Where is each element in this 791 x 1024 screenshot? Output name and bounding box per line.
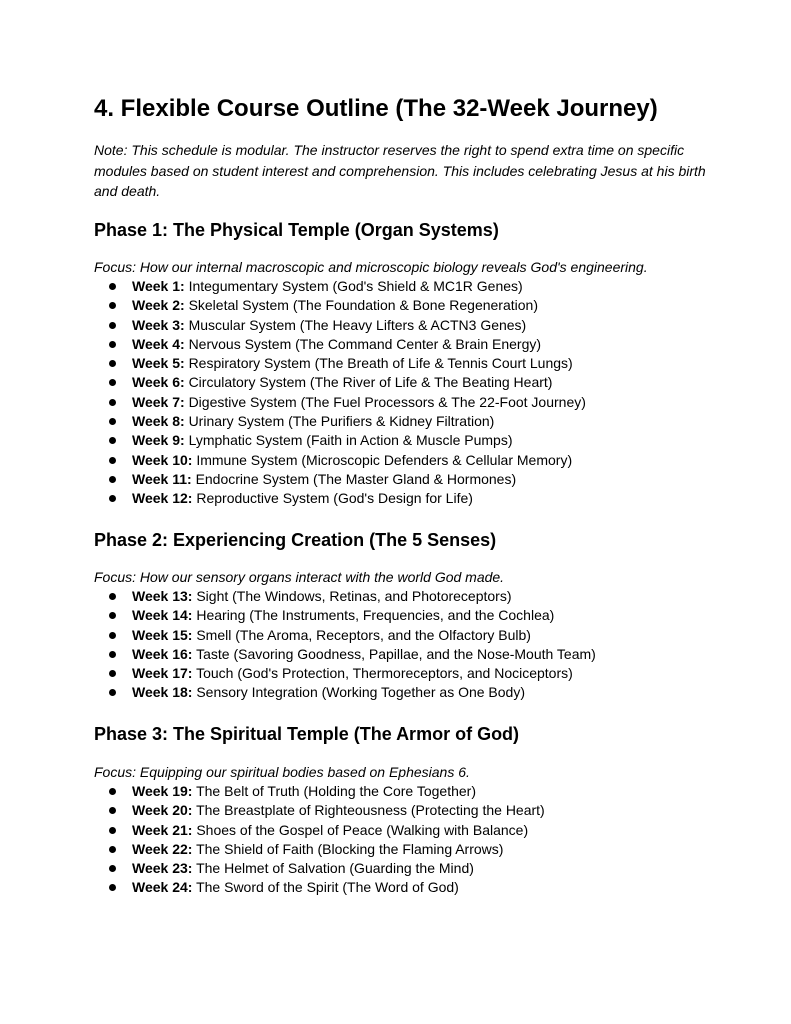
- week-label: Week 6:: [132, 374, 185, 391]
- week-label: Week 23:: [132, 860, 193, 877]
- week-description: Shoes of the Gospel of Peace (Walking with Balance): [196, 821, 529, 838]
- week-description: The Helmet of Salvation (Guarding the Mind): [196, 860, 474, 877]
- bullet-icon: [109, 593, 116, 600]
- week-description: The Sword of the Spirit (The Word of God): [196, 879, 459, 896]
- phase-2-focus: Focus: How our sensory organs interact with the world God made.: [94, 569, 505, 585]
- week-label: Week 10:: [132, 451, 193, 468]
- bullet-icon: [109, 651, 116, 658]
- page-title: 4. Flexible Course Outline (The 32-Week Journey): [94, 95, 658, 122]
- week-description: Sight (The Windows, Retinas, and Photoreceptors): [196, 588, 512, 604]
- week-description: The Shield of Faith (Blocking the Flaming Arrows): [196, 840, 504, 857]
- list-item: [94, 393, 586, 412]
- week-label: Week 9:: [132, 432, 185, 449]
- list-item: [94, 354, 586, 373]
- week-description: The Breastplate of Righteousness (Protecting the Heart): [196, 802, 545, 819]
- list-item: [94, 801, 545, 820]
- list-item: [94, 878, 545, 897]
- bullet-icon: [109, 302, 116, 309]
- list-item: [94, 470, 586, 489]
- list-item: [94, 821, 545, 840]
- list-item: [94, 587, 596, 606]
- week-label: Week 14:: [132, 607, 193, 624]
- week-description: Smell (The Aroma, Receptors, and the Olfactory Bulb): [196, 626, 531, 643]
- week-label: Week 3:: [132, 316, 185, 333]
- list-item: [94, 664, 596, 683]
- bullet-icon: [109, 457, 116, 464]
- week-label: Week 8:: [132, 413, 185, 430]
- week-label: Week 5:: [132, 355, 185, 372]
- week-label: Week 12:: [132, 490, 193, 507]
- week-description: Touch (God's Protection, Thermoreceptors, and Nociceptors): [196, 665, 573, 682]
- bullet-icon: [109, 322, 116, 329]
- week-description: Muscular System (The Heavy Lifters & ACTN3 Genes): [188, 316, 527, 333]
- week-label: Week 18:: [132, 684, 193, 701]
- list-item: [94, 431, 586, 450]
- bullet-icon: [109, 846, 116, 853]
- bullet-icon: [109, 360, 116, 367]
- list-item: [94, 840, 545, 859]
- week-description: Reproductive System (God's Design for Life): [196, 490, 473, 507]
- schedule-note: Note: This schedule is modular. The instructor reserves the right to spend extra time on specific modules based on student interest and comprehension. This includes celebrating Jesus at his birth and death.: [94, 142, 706, 199]
- bullet-icon: [109, 418, 116, 425]
- week-description: Endocrine System (The Master Gland & Hormones): [195, 470, 517, 487]
- week-label: Week 19:: [132, 783, 193, 799]
- week-description: Respiratory System (The Breath of Life & Tennis Court Lungs): [188, 355, 573, 372]
- phase-1-title: Phase 1: The Physical Temple (Organ Systems): [94, 220, 499, 240]
- bullet-icon: [109, 632, 116, 639]
- bullet-icon: [109, 612, 116, 619]
- week-description: Nervous System (The Command Center & Brain Energy): [188, 335, 542, 352]
- list-item: [94, 451, 586, 470]
- bullet-icon: [109, 670, 116, 677]
- week-description: Sensory Integration (Working Together as One Body): [196, 684, 526, 701]
- week-description: Taste (Savoring Goodness, Papillae, and the Nose-Mouth Team): [196, 645, 596, 662]
- week-label: Week 15:: [132, 626, 193, 643]
- week-description: Skeletal System (The Foundation & Bone Regeneration): [188, 297, 538, 314]
- bullet-icon: [109, 283, 116, 290]
- bullet-icon: [109, 827, 116, 834]
- week-label: Week 2:: [132, 297, 185, 314]
- week-label: Week 1:: [132, 278, 185, 294]
- list-item: [94, 683, 596, 702]
- bullet-icon: [109, 437, 116, 444]
- week-label: Week 20:: [132, 802, 193, 819]
- bullet-icon: [109, 865, 116, 872]
- bullet-icon: [109, 379, 116, 386]
- bullet-icon: [109, 495, 116, 502]
- list-item: [94, 626, 596, 645]
- week-description: Lymphatic System (Faith in Action & Muscle Pumps): [188, 432, 513, 449]
- list-item: [94, 606, 596, 625]
- bullet-icon: [109, 807, 116, 814]
- week-label: Week 22:: [132, 840, 193, 857]
- list-item: [94, 373, 586, 392]
- bullet-icon: [109, 399, 116, 406]
- week-label: Week 7:: [132, 393, 185, 410]
- week-label: Week 4:: [132, 335, 185, 352]
- week-label: Week 24:: [132, 879, 193, 896]
- list-item: [94, 296, 586, 315]
- list-item: [94, 782, 545, 801]
- week-description: Urinary System (The Purifiers & Kidney Filtration): [188, 413, 495, 430]
- week-description: Integumentary System (God's Shield & MC1R Genes): [188, 278, 523, 294]
- week-label: Week 17:: [132, 665, 193, 682]
- phase-1-week-list: [94, 277, 586, 509]
- phase-3-focus: Focus: Equipping our spiritual bodies based on Ephesians 6.: [94, 764, 470, 780]
- week-description: Immune System (Microscopic Defenders & Cellular Memory): [196, 451, 573, 468]
- week-label: Week 13:: [132, 588, 193, 604]
- week-description: The Belt of Truth (Holding the Core Together): [196, 783, 476, 799]
- list-item: [94, 645, 596, 664]
- week-description: Hearing (The Instruments, Frequencies, and the Cochlea): [196, 607, 555, 624]
- phase-3-title: Phase 3: The Spiritual Temple (The Armor of God): [94, 724, 520, 744]
- list-item: [94, 316, 586, 335]
- list-item: [94, 335, 586, 354]
- week-description: Digestive System (The Fuel Processors & The 22-Foot Journey): [188, 393, 586, 410]
- week-description: Circulatory System (The River of Life & The Beating Heart): [188, 374, 553, 391]
- bullet-icon: [109, 341, 116, 348]
- bullet-icon: [109, 689, 116, 696]
- bullet-icon: [109, 788, 116, 795]
- phase-1-focus: Focus: How our internal macroscopic and microscopic biology reveals God's engineering.: [94, 259, 648, 275]
- week-label: Week 16:: [132, 645, 193, 662]
- list-item: [94, 277, 586, 296]
- bullet-icon: [109, 476, 116, 483]
- list-item: [94, 859, 545, 878]
- phase-3-week-list: [94, 782, 545, 898]
- phase-2-week-list: [94, 587, 596, 703]
- phase-2-title: Phase 2: Experiencing Creation (The 5 Senses): [94, 530, 497, 550]
- week-label: Week 11:: [132, 470, 192, 487]
- bullet-icon: [109, 884, 116, 891]
- list-item: [94, 489, 586, 508]
- week-label: Week 21:: [132, 821, 193, 838]
- list-item: [94, 412, 586, 431]
